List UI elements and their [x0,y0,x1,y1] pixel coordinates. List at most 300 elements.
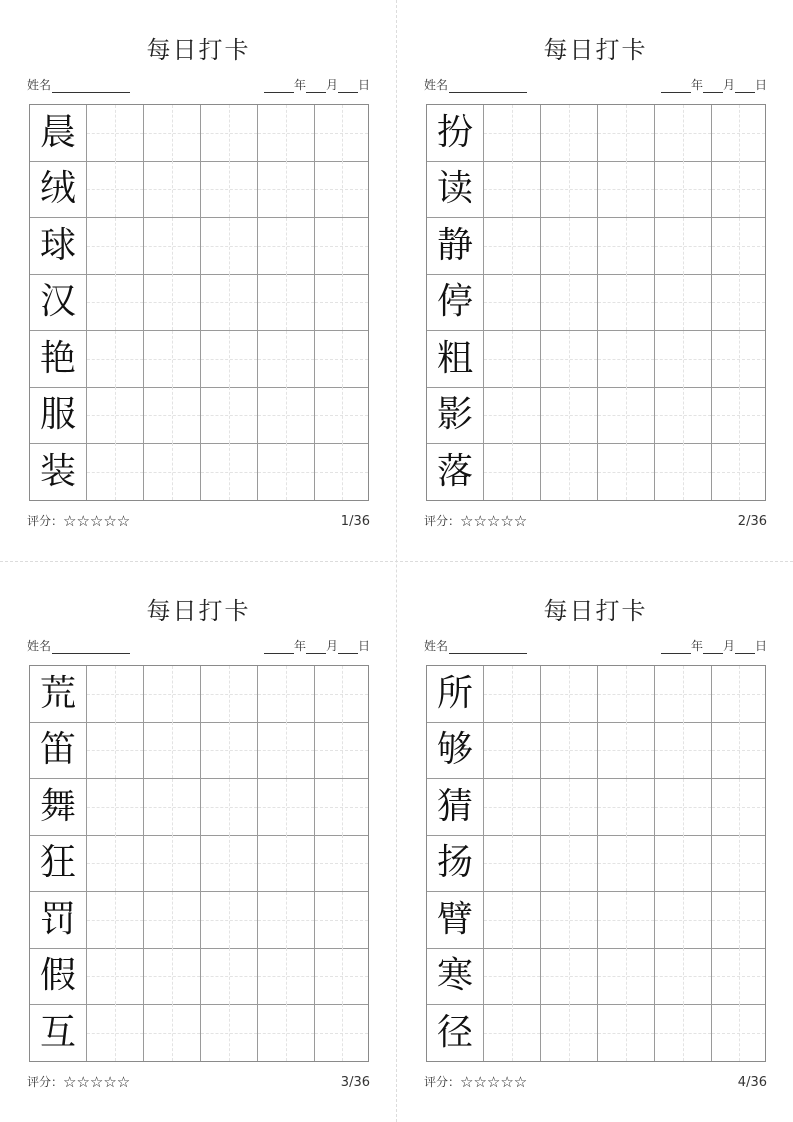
star-rating[interactable]: ☆☆☆☆☆ [460,512,528,530]
practice-cell[interactable] [655,948,712,1005]
practice-cell[interactable] [315,722,368,779]
practice-cell[interactable] [87,105,144,162]
practice-cell[interactable] [484,161,541,218]
guide-line-horizontal [541,807,597,808]
day-blank[interactable] [338,639,358,654]
practice-cell[interactable] [144,722,201,779]
practice-cell[interactable] [315,948,368,1005]
model-character: 互 [39,1011,76,1053]
practice-cell[interactable] [541,835,598,892]
practice-cell[interactable] [201,387,258,444]
day-blank[interactable] [735,78,755,93]
model-character-cell [427,331,484,388]
card-footer [27,1073,370,1093]
practice-cell[interactable] [144,218,201,275]
practice-cell[interactable] [541,1004,598,1061]
grid-row [427,274,765,331]
guide-line-horizontal [258,920,314,921]
guide-line-horizontal [598,863,654,864]
name-blank[interactable] [52,78,130,93]
practice-cell[interactable] [201,835,258,892]
guide-line-horizontal [655,246,711,247]
grid-row [427,948,765,1005]
practice-cell[interactable] [712,105,765,162]
date-field [661,637,767,654]
guide-line-horizontal [258,133,314,134]
model-character-cell [30,666,87,723]
grid-row [427,443,765,500]
guide-line-horizontal [87,246,143,247]
practice-cell[interactable] [144,892,201,949]
practice-cell[interactable] [258,443,315,500]
practice-cell[interactable] [87,387,144,444]
practice-cell[interactable] [484,105,541,162]
guide-line-horizontal [201,302,257,303]
practice-cell[interactable] [712,1004,765,1061]
practice-cell[interactable] [144,274,201,331]
guide-line-horizontal [258,863,314,864]
practice-cell[interactable] [258,1004,315,1061]
practice-cell[interactable] [484,443,541,500]
guide-line-horizontal [315,359,368,360]
practice-cell[interactable] [144,443,201,500]
practice-cell[interactable] [712,387,765,444]
practice-cell[interactable] [655,892,712,949]
grid-row [30,1004,368,1061]
model-character-cell [427,161,484,218]
model-character-cell [30,1004,87,1061]
practice-cell[interactable] [712,274,765,331]
practice-cell[interactable] [144,161,201,218]
guide-line-horizontal [541,246,597,247]
month-label: 月 [722,639,735,653]
practice-cell[interactable] [598,443,655,500]
practice-cell[interactable] [315,331,368,388]
guide-line-horizontal [144,694,200,695]
practice-cell[interactable] [712,331,765,388]
model-character-cell [30,218,87,275]
practice-cell[interactable] [315,387,368,444]
practice-cell[interactable] [655,331,712,388]
practice-cell[interactable] [541,161,598,218]
guide-line-horizontal [315,750,368,751]
guide-line-horizontal [258,694,314,695]
practice-cell[interactable] [201,274,258,331]
model-character-cell [427,1004,484,1061]
practice-cell[interactable] [598,105,655,162]
guide-line-horizontal [144,302,200,303]
practice-cell[interactable] [541,387,598,444]
practice-cell[interactable] [258,892,315,949]
practice-cell[interactable] [712,161,765,218]
card-title: 每日打卡 [543,36,648,64]
guide-line-horizontal [484,415,540,416]
practice-cell[interactable] [655,1004,712,1061]
guide-line-horizontal [144,472,200,473]
year-blank[interactable] [661,78,691,93]
header-fields [424,76,767,96]
practice-cell[interactable] [87,1004,144,1061]
model-character-cell [427,443,484,500]
practice-cell[interactable] [655,722,712,779]
practice-cell[interactable] [258,666,315,723]
model-character: 读 [436,168,473,210]
practice-cell[interactable] [598,161,655,218]
practice-cell[interactable] [201,105,258,162]
practice-cell[interactable] [598,218,655,275]
guide-line-horizontal [484,189,540,190]
practice-cell[interactable] [201,218,258,275]
model-character: 假 [39,955,76,996]
model-character: 扮 [436,112,473,153]
model-character: 够 [436,729,473,771]
grid-row [30,666,368,723]
practice-cell[interactable] [144,1004,201,1061]
practice-cell[interactable] [712,218,765,275]
guide-line-horizontal [144,359,200,360]
guide-line-horizontal [484,750,540,751]
guide-line-horizontal [201,246,257,247]
practice-cell[interactable] [144,948,201,1005]
practice-cell[interactable] [258,948,315,1005]
practice-cell[interactable] [201,722,258,779]
model-character-cell [30,779,87,836]
practice-cell[interactable] [598,722,655,779]
practice-cell[interactable] [315,443,368,500]
guide-line-horizontal [484,694,540,695]
name-field[interactable] [27,637,130,654]
grid-row [30,105,368,162]
score-field [424,512,527,530]
year-label: 年 [690,78,703,92]
practice-cell[interactable] [655,387,712,444]
practice-cell[interactable] [87,666,144,723]
guide-line-horizontal [484,302,540,303]
practice-cell[interactable] [484,666,541,723]
practice-cell[interactable] [598,779,655,836]
guide-line-horizontal [315,807,368,808]
practice-cell[interactable] [541,105,598,162]
practice-cell[interactable] [258,105,315,162]
practice-card [27,4,370,544]
day-blank[interactable] [338,78,358,93]
guide-line-horizontal [598,1033,654,1034]
guide-line-horizontal [87,807,143,808]
practice-cell[interactable] [541,274,598,331]
guide-line-horizontal [87,976,143,977]
practice-cell[interactable] [87,779,144,836]
model-character: 球 [39,224,76,266]
grid-row [427,666,765,723]
model-character: 笛 [39,729,76,771]
guide-line-horizontal [541,189,597,190]
practice-cell[interactable] [201,331,258,388]
guide-line-horizontal [484,920,540,921]
writing-grid [426,104,766,501]
practice-cell[interactable] [655,779,712,836]
practice-cell[interactable] [655,443,712,500]
star-rating[interactable]: ☆☆☆☆☆ [460,1073,528,1091]
model-character-cell [30,387,87,444]
practice-cell[interactable] [541,722,598,779]
practice-cell[interactable] [712,779,765,836]
guide-line-horizontal [541,976,597,977]
name-field[interactable] [27,76,130,93]
guide-line-horizontal [655,920,711,921]
guide-line-horizontal [144,920,200,921]
star-rating[interactable]: ☆☆☆☆☆ [63,512,131,530]
practice-cell[interactable] [258,274,315,331]
month-label: 月 [325,639,338,653]
guide-line-horizontal [144,133,200,134]
practice-cell[interactable] [258,835,315,892]
guide-line-horizontal [315,302,368,303]
practice-cell[interactable] [541,948,598,1005]
guide-line-horizontal [712,472,765,473]
guide-line-horizontal [712,133,765,134]
name-blank[interactable] [52,639,130,654]
model-character-cell [427,948,484,1005]
practice-cell[interactable] [598,274,655,331]
practice-cell[interactable] [655,161,712,218]
practice-cell[interactable] [655,666,712,723]
guide-line-horizontal [258,976,314,977]
guide-line-horizontal [315,415,368,416]
practice-cell[interactable] [598,666,655,723]
guide-line-horizontal [144,246,200,247]
practice-cell[interactable] [484,1004,541,1061]
month-blank[interactable] [703,639,723,654]
name-blank[interactable] [449,639,527,654]
guide-line-horizontal [541,750,597,751]
grid-row [427,835,765,892]
guide-line-horizontal [315,133,368,134]
practice-cell[interactable] [541,218,598,275]
practice-cell[interactable] [87,161,144,218]
guide-line-horizontal [541,133,597,134]
practice-cell[interactable] [484,779,541,836]
card-title: 每日打卡 [146,36,251,64]
practice-cell[interactable] [484,331,541,388]
model-character: 所 [436,673,473,714]
practice-cell[interactable] [258,779,315,836]
practice-cell[interactable] [598,331,655,388]
guide-line-horizontal [484,863,540,864]
guide-line-horizontal [87,133,143,134]
model-character-cell [427,892,484,949]
practice-cell[interactable] [541,892,598,949]
practice-cell[interactable] [87,274,144,331]
name-label: 姓名 [27,639,52,653]
practice-cell[interactable] [315,892,368,949]
practice-cell[interactable] [315,161,368,218]
model-character: 汉 [39,281,76,323]
model-character: 径 [436,1011,473,1053]
horizontal-cut-line [0,561,793,562]
practice-cell[interactable] [144,387,201,444]
year-label: 年 [293,639,306,653]
guide-line-horizontal [484,1033,540,1034]
practice-cell[interactable] [144,331,201,388]
name-field[interactable] [424,76,527,93]
practice-cell[interactable] [712,443,765,500]
grid-row [30,779,368,836]
practice-cell[interactable] [598,387,655,444]
guide-line-horizontal [598,302,654,303]
practice-cell[interactable] [315,666,368,723]
guide-line-horizontal [201,976,257,977]
grid-row [427,218,765,275]
practice-cell[interactable] [712,666,765,723]
practice-cell[interactable] [315,105,368,162]
practice-cell[interactable] [712,892,765,949]
practice-cell[interactable] [201,779,258,836]
practice-cell[interactable] [87,892,144,949]
practice-cell[interactable] [315,218,368,275]
practice-cell[interactable] [598,892,655,949]
header-fields [424,637,767,657]
month-blank[interactable] [306,639,326,654]
guide-line-horizontal [598,472,654,473]
score-field [27,1073,130,1091]
guide-line-horizontal [315,694,368,695]
practice-cell[interactable] [258,161,315,218]
practice-cell[interactable] [201,948,258,1005]
practice-cell[interactable] [598,948,655,1005]
grid-row [427,105,765,162]
date-field [264,76,370,93]
guide-line-horizontal [258,359,314,360]
practice-cell[interactable] [484,218,541,275]
day-label: 日 [754,78,767,92]
model-character: 装 [39,450,76,492]
practice-cell[interactable] [484,892,541,949]
date-field [661,76,767,93]
day-label: 日 [754,639,767,653]
practice-cell[interactable] [655,105,712,162]
guide-line-horizontal [655,1033,711,1034]
practice-cell[interactable] [484,274,541,331]
year-blank[interactable] [264,78,294,93]
grid-row [30,161,368,218]
guide-line-horizontal [541,472,597,473]
model-character: 扬 [436,842,473,884]
year-blank[interactable] [264,639,294,654]
practice-cell[interactable] [484,722,541,779]
practice-cell[interactable] [144,835,201,892]
writing-grid [426,665,766,1062]
practice-cell[interactable] [315,779,368,836]
header-fields [27,637,370,657]
practice-cell[interactable] [541,779,598,836]
year-blank[interactable] [661,639,691,654]
practice-cell[interactable] [484,835,541,892]
star-rating[interactable]: ☆☆☆☆☆ [63,1073,131,1091]
practice-cell[interactable] [87,722,144,779]
practice-cell[interactable] [712,948,765,1005]
guide-line-horizontal [541,694,597,695]
guide-line-horizontal [598,920,654,921]
practice-cell[interactable] [87,443,144,500]
practice-cell[interactable] [655,835,712,892]
page-number: 3/36 [340,1075,370,1090]
month-blank[interactable] [703,78,723,93]
practice-cell[interactable] [201,443,258,500]
practice-cell[interactable] [598,835,655,892]
practice-cell[interactable] [258,722,315,779]
practice-cell[interactable] [87,835,144,892]
guide-line-horizontal [87,189,143,190]
header-fields [27,76,370,96]
name-field[interactable] [424,637,527,654]
practice-cell[interactable] [201,892,258,949]
guide-line-horizontal [712,750,765,751]
guide-line-horizontal [598,976,654,977]
practice-cell[interactable] [484,948,541,1005]
score-field [27,512,130,530]
guide-line-horizontal [201,694,257,695]
guide-line-horizontal [201,189,257,190]
model-character-cell [30,105,87,162]
practice-cell[interactable] [144,105,201,162]
practice-cell[interactable] [258,387,315,444]
guide-line-horizontal [655,133,711,134]
practice-cell[interactable] [144,779,201,836]
guide-line-horizontal [655,694,711,695]
guide-line-horizontal [144,750,200,751]
practice-cell[interactable] [541,443,598,500]
model-character-cell [427,105,484,162]
practice-cell[interactable] [87,331,144,388]
practice-cell[interactable] [315,1004,368,1061]
practice-cell[interactable] [655,218,712,275]
guide-line-horizontal [258,189,314,190]
practice-cell[interactable] [712,835,765,892]
guide-line-horizontal [258,807,314,808]
model-character-cell [427,835,484,892]
practice-cell[interactable] [258,331,315,388]
model-character-cell [30,331,87,388]
practice-cell[interactable] [541,331,598,388]
card-title: 每日打卡 [543,597,648,625]
practice-cell[interactable] [201,1004,258,1061]
name-label: 姓名 [424,639,449,653]
practice-cell[interactable] [201,666,258,723]
guide-line-horizontal [655,189,711,190]
grid-row [427,387,765,444]
model-character: 猜 [436,785,473,827]
practice-cell[interactable] [541,666,598,723]
guide-line-horizontal [484,359,540,360]
practice-cell[interactable] [655,274,712,331]
writing-grid [29,104,369,501]
name-blank[interactable] [449,78,527,93]
day-blank[interactable] [735,639,755,654]
practice-cell[interactable] [201,161,258,218]
practice-cell[interactable] [484,387,541,444]
practice-cell[interactable] [712,722,765,779]
score-field [424,1073,527,1091]
month-blank[interactable] [306,78,326,93]
practice-cell[interactable] [87,218,144,275]
practice-cell[interactable] [598,1004,655,1061]
practice-cell[interactable] [258,218,315,275]
practice-cell[interactable] [315,274,368,331]
practice-cell[interactable] [144,666,201,723]
card-footer [424,1073,767,1093]
practice-cell[interactable] [315,835,368,892]
practice-cell[interactable] [87,948,144,1005]
